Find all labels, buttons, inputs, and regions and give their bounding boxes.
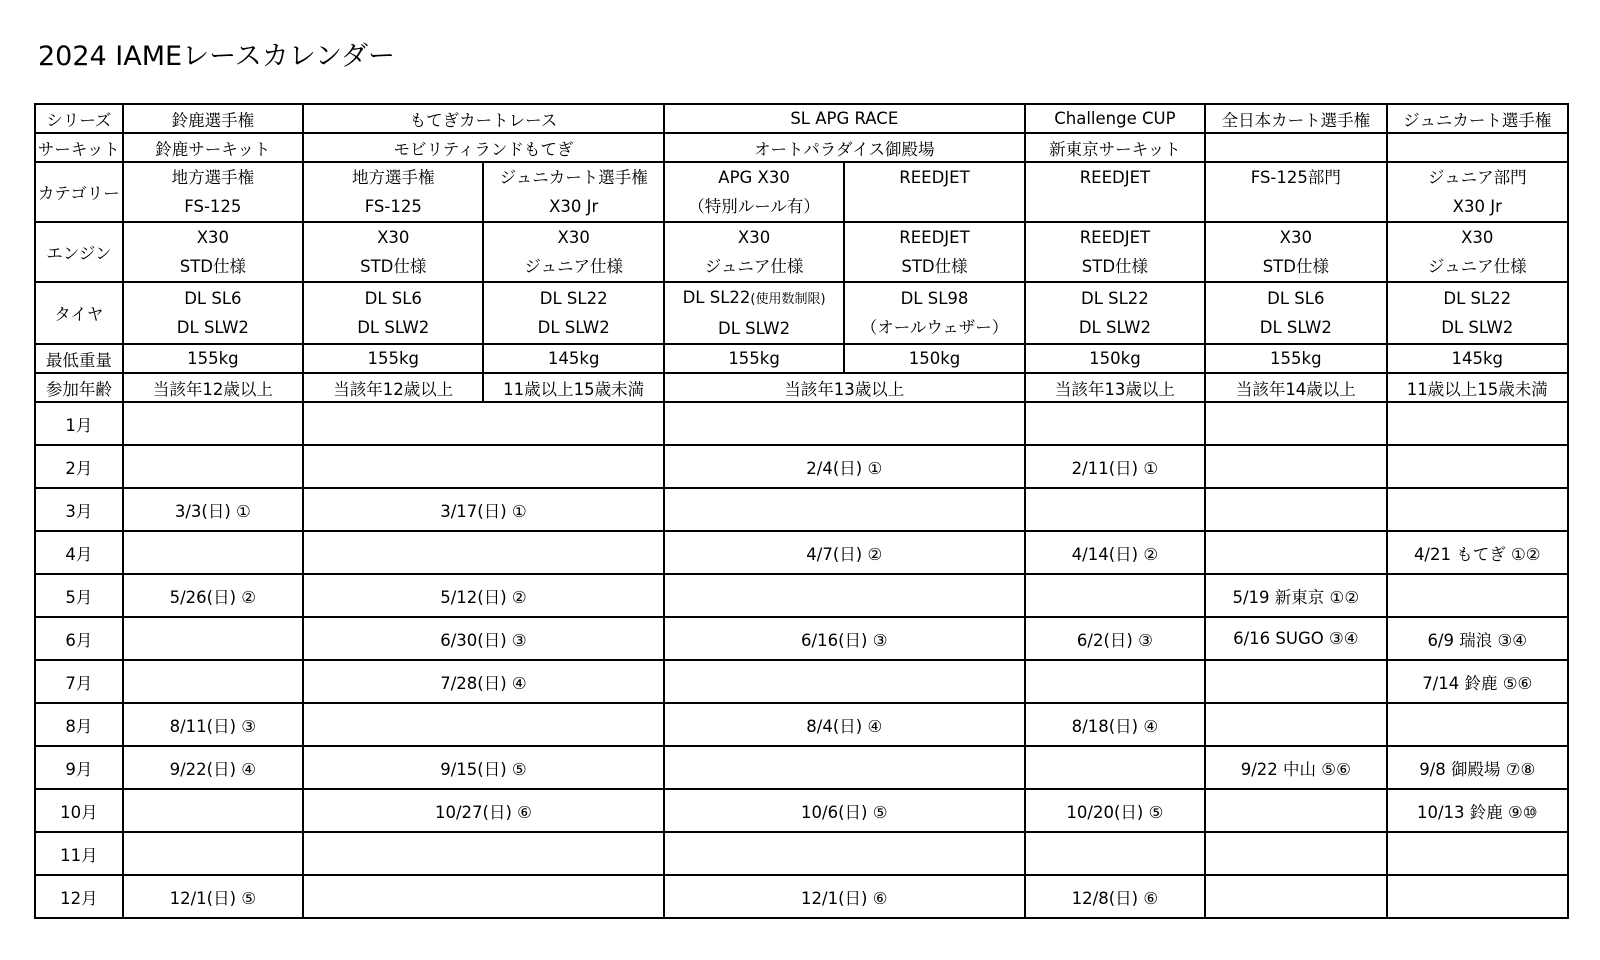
race-date-motegi xyxy=(303,445,664,488)
month-label: 9月 xyxy=(35,746,123,789)
tire-line: DL SL6 xyxy=(1267,289,1325,308)
race-date-junior: 10/13 鈴鹿 ⑨⑩ xyxy=(1387,789,1568,832)
engine-line: STD仕様 xyxy=(179,257,246,276)
weight-cell: 150kg xyxy=(844,344,1024,373)
race-date-challenge: 2/11(日) ① xyxy=(1025,445,1205,488)
age-cell: 当該年12歳以上 xyxy=(303,373,483,402)
row-label: 最低重量 xyxy=(35,344,123,373)
race-date-challenge xyxy=(1025,832,1205,875)
circuit-apg: オートパラダイス御殿場 xyxy=(664,133,1025,162)
race-date-motegi: 10/27(日) ⑥ xyxy=(303,789,664,832)
circuit-suzuka: 鈴鹿サーキット xyxy=(123,133,303,162)
tire-line: DL SL6 xyxy=(184,289,242,308)
category-line: REEDJET xyxy=(1079,168,1151,187)
engine-line: X30 xyxy=(196,228,230,247)
race-date-challenge: 10/20(日) ⑤ xyxy=(1025,789,1205,832)
race-date-suzuka: 12/1(日) ⑤ xyxy=(123,875,303,918)
month-row xyxy=(35,660,1568,703)
series-motegi: もてぎカートレース xyxy=(303,104,664,133)
month-row xyxy=(35,574,1568,617)
age-cell: 当該年13歳以上 xyxy=(664,373,1025,402)
race-date-motegi xyxy=(303,832,664,875)
month-row xyxy=(35,746,1568,789)
category-line: APG X30 xyxy=(718,168,790,187)
tire-line: DL SLW2 xyxy=(1441,318,1514,337)
race-date-apg xyxy=(664,574,1025,617)
race-date-apg xyxy=(664,488,1025,531)
category-line: （特別ルール有） xyxy=(688,197,820,216)
tire-note: (使用数制限) xyxy=(750,292,826,307)
race-date-alljapan xyxy=(1205,660,1386,703)
series-apg: SL APG RACE xyxy=(664,104,1025,133)
tire-cell xyxy=(844,282,1024,344)
race-date-suzuka: 5/26(日) ② xyxy=(123,574,303,617)
race-date-alljapan: 6/16 SUGO ③④ xyxy=(1205,617,1386,660)
race-date-junior xyxy=(1387,832,1568,875)
month-label: 4月 xyxy=(35,531,123,574)
tire-line: DL SLW2 xyxy=(357,318,430,337)
tire-cell xyxy=(123,282,303,344)
race-date-alljapan xyxy=(1205,531,1386,574)
race-date-alljapan xyxy=(1205,789,1386,832)
race-date-alljapan: 9/22 中山 ⑤⑥ xyxy=(1205,746,1386,789)
circuit-alljapan xyxy=(1205,133,1386,162)
tire-line: DL SLW2 xyxy=(718,319,791,338)
race-date-challenge xyxy=(1025,660,1205,703)
category-line: ジュニア部門 xyxy=(1427,168,1527,187)
race-date-junior: 6/9 瑞浪 ③④ xyxy=(1387,617,1568,660)
race-date-suzuka xyxy=(123,617,303,660)
weight-cell: 155kg xyxy=(123,344,303,373)
month-row xyxy=(35,789,1568,832)
category-line: ジュニカート選手権 xyxy=(499,168,648,187)
weight-cell: 155kg xyxy=(1205,344,1386,373)
engine-line: STD仕様 xyxy=(360,257,427,276)
race-date-junior xyxy=(1387,488,1568,531)
category-row xyxy=(35,162,1568,222)
race-date-alljapan xyxy=(1205,875,1386,918)
engine-cell xyxy=(303,222,483,282)
race-date-apg xyxy=(664,402,1025,445)
race-date-suzuka xyxy=(123,445,303,488)
tire-row xyxy=(35,282,1568,344)
tire-cell xyxy=(1025,282,1205,344)
series-challenge: Challenge CUP xyxy=(1025,104,1205,133)
engine-cell xyxy=(1387,222,1568,282)
age-cell: 11歳以上15歳未満 xyxy=(1387,373,1568,402)
category-cell xyxy=(483,162,663,222)
month-label: 7月 xyxy=(35,660,123,703)
engine-line: ジュニア仕様 xyxy=(704,257,804,276)
race-date-motegi xyxy=(303,402,664,445)
race-date-suzuka: 9/22(日) ④ xyxy=(123,746,303,789)
race-date-junior xyxy=(1387,445,1568,488)
category-line: X30 Jr xyxy=(549,197,599,216)
month-row xyxy=(35,703,1568,746)
race-date-challenge xyxy=(1025,488,1205,531)
category-cell xyxy=(123,162,303,222)
race-date-apg xyxy=(664,832,1025,875)
engine-cell xyxy=(1205,222,1386,282)
tire-line: DL SL22 xyxy=(1081,289,1149,308)
month-label: 10月 xyxy=(35,789,123,832)
page-title: 2024 IAMEレースカレンダー xyxy=(38,41,395,72)
month-row xyxy=(35,832,1568,875)
tire-name: DL SL22 xyxy=(682,288,751,307)
row-label: エンジン xyxy=(35,222,123,282)
race-date-challenge xyxy=(1025,746,1205,789)
race-date-suzuka xyxy=(123,660,303,703)
engine-cell xyxy=(844,222,1024,282)
race-date-junior: 4/21 もてぎ ①② xyxy=(1387,531,1568,574)
tire-cell xyxy=(303,282,483,344)
engine-line: ジュニア仕様 xyxy=(1427,257,1527,276)
race-date-junior xyxy=(1387,703,1568,746)
weight-cell: 150kg xyxy=(1025,344,1205,373)
race-date-alljapan xyxy=(1205,703,1386,746)
weight-row xyxy=(35,344,1568,373)
tire-line: DL SLW2 xyxy=(1078,318,1151,337)
tire-cell xyxy=(1387,282,1568,344)
race-date-apg: 4/7(日) ② xyxy=(664,531,1025,574)
race-date-suzuka: 8/11(日) ③ xyxy=(123,703,303,746)
engine-row xyxy=(35,222,1568,282)
category-cell xyxy=(844,162,1024,222)
race-date-challenge xyxy=(1025,574,1205,617)
circuit-motegi: モビリティランドもてぎ xyxy=(303,133,664,162)
weight-cell: 155kg xyxy=(664,344,844,373)
month-row xyxy=(35,875,1568,918)
month-label: 11月 xyxy=(35,832,123,875)
race-date-suzuka xyxy=(123,789,303,832)
engine-line: ジュニア仕様 xyxy=(524,257,623,276)
engine-line: STD仕様 xyxy=(901,257,968,276)
race-date-junior xyxy=(1387,875,1568,918)
race-date-motegi: 5/12(日) ② xyxy=(303,574,664,617)
tire-line: （オールウェザー） xyxy=(860,318,1009,337)
race-date-apg: 2/4(日) ① xyxy=(664,445,1025,488)
engine-cell xyxy=(664,222,844,282)
engine-cell xyxy=(1025,222,1205,282)
category-line: FS-125 xyxy=(364,197,422,216)
race-date-challenge: 8/18(日) ④ xyxy=(1025,703,1205,746)
race-date-apg xyxy=(664,660,1025,703)
race-date-apg: 10/6(日) ⑤ xyxy=(664,789,1025,832)
row-label: タイヤ xyxy=(35,282,123,344)
month-label: 1月 xyxy=(35,402,123,445)
age-cell: 当該年12歳以上 xyxy=(123,373,303,402)
race-date-suzuka xyxy=(123,402,303,445)
category-cell xyxy=(1387,162,1568,222)
engine-line: REEDJET xyxy=(1079,228,1151,247)
category-line: FS-125部門 xyxy=(1250,168,1341,187)
tire-line: DL SL6 xyxy=(364,289,422,308)
tire-line: DL SL22 xyxy=(539,289,608,308)
age-row xyxy=(35,373,1568,402)
engine-line: X30 xyxy=(1461,228,1494,247)
month-row xyxy=(35,445,1568,488)
category-line: X30 Jr xyxy=(1452,197,1502,216)
race-date-junior: 7/14 鈴鹿 ⑤⑥ xyxy=(1387,660,1568,703)
month-label: 8月 xyxy=(35,703,123,746)
engine-line: REEDJET xyxy=(899,228,970,247)
category-line: FS-125 xyxy=(184,197,242,216)
category-line: 地方選手権 xyxy=(171,168,255,187)
row-label: サーキット xyxy=(35,133,123,162)
tire-line: DL SL98 xyxy=(900,289,969,308)
age-cell: 当該年13歳以上 xyxy=(1025,373,1205,402)
age-cell: 当該年14歳以上 xyxy=(1205,373,1386,402)
weight-cell: 145kg xyxy=(1387,344,1568,373)
race-date-apg xyxy=(664,746,1025,789)
race-date-motegi: 6/30(日) ③ xyxy=(303,617,664,660)
series-junior: ジュニカート選手権 xyxy=(1387,104,1568,133)
race-date-motegi xyxy=(303,531,664,574)
engine-line: STD仕様 xyxy=(1081,257,1149,276)
race-date-apg: 6/16(日) ③ xyxy=(664,617,1025,660)
race-date-apg: 8/4(日) ④ xyxy=(664,703,1025,746)
series-suzuka: 鈴鹿選手権 xyxy=(123,104,303,133)
month-label: 6月 xyxy=(35,617,123,660)
month-label: 2月 xyxy=(35,445,123,488)
row-label: 参加年齢 xyxy=(35,373,123,402)
race-date-alljapan xyxy=(1205,402,1386,445)
tire-line: DL SLW2 xyxy=(537,318,610,337)
race-date-motegi: 7/28(日) ④ xyxy=(303,660,664,703)
tire-line: DL SLW2 xyxy=(1259,318,1332,337)
race-calendar-table xyxy=(34,103,1569,919)
weight-cell: 155kg xyxy=(303,344,483,373)
race-date-challenge: 6/2(日) ③ xyxy=(1025,617,1205,660)
engine-line: X30 xyxy=(377,228,410,247)
category-cell xyxy=(1205,162,1386,222)
category-line: REEDJET xyxy=(899,168,970,187)
month-row xyxy=(35,488,1568,531)
tire-line: DL SL22 xyxy=(1443,289,1512,308)
month-label: 12月 xyxy=(35,875,123,918)
month-row xyxy=(35,617,1568,660)
engine-line: X30 xyxy=(737,228,771,247)
tire-cell xyxy=(664,282,844,344)
category-line: 地方選手権 xyxy=(352,168,435,187)
race-date-suzuka: 3/3(日) ① xyxy=(123,488,303,531)
race-date-alljapan: 5/19 新東京 ①② xyxy=(1205,574,1386,617)
series-row xyxy=(35,104,1568,133)
race-date-alljapan xyxy=(1205,488,1386,531)
circuit-challenge: 新東京サーキット xyxy=(1025,133,1205,162)
race-date-apg: 12/1(日) ⑥ xyxy=(664,875,1025,918)
race-date-alljapan xyxy=(1205,832,1386,875)
category-cell xyxy=(1025,162,1205,222)
race-date-motegi xyxy=(303,875,664,918)
race-date-motegi: 3/17(日) ① xyxy=(303,488,664,531)
category-cell xyxy=(303,162,483,222)
race-date-challenge: 4/14(日) ② xyxy=(1025,531,1205,574)
race-date-challenge: 12/8(日) ⑥ xyxy=(1025,875,1205,918)
weight-cell: 145kg xyxy=(483,344,663,373)
engine-line: STD仕様 xyxy=(1262,257,1329,276)
race-date-suzuka xyxy=(123,832,303,875)
circuit-junior xyxy=(1387,133,1568,162)
race-date-junior: 9/8 御殿場 ⑦⑧ xyxy=(1387,746,1568,789)
month-label: 3月 xyxy=(35,488,123,531)
age-cell: 11歳以上15歳未満 xyxy=(483,373,663,402)
tire-cell xyxy=(483,282,663,344)
tire-line xyxy=(665,283,843,314)
race-date-junior xyxy=(1387,574,1568,617)
row-label: カテゴリー xyxy=(35,162,123,222)
race-date-suzuka xyxy=(123,531,303,574)
month-rows xyxy=(35,402,1568,918)
circuit-row xyxy=(35,133,1568,162)
series-alljapan: 全日本カート選手権 xyxy=(1205,104,1386,133)
tire-cell xyxy=(1205,282,1386,344)
engine-cell xyxy=(483,222,663,282)
engine-line: X30 xyxy=(557,228,590,247)
tire-line: DL SLW2 xyxy=(176,318,249,337)
month-row xyxy=(35,531,1568,574)
engine-line: X30 xyxy=(1279,228,1312,247)
race-date-junior xyxy=(1387,402,1568,445)
engine-cell xyxy=(123,222,303,282)
month-label: 5月 xyxy=(35,574,123,617)
race-date-motegi: 9/15(日) ⑤ xyxy=(303,746,664,789)
category-cell xyxy=(664,162,844,222)
race-date-motegi xyxy=(303,703,664,746)
row-label: シリーズ xyxy=(35,104,123,133)
race-date-alljapan xyxy=(1205,445,1386,488)
race-date-challenge xyxy=(1025,402,1205,445)
month-row xyxy=(35,402,1568,445)
